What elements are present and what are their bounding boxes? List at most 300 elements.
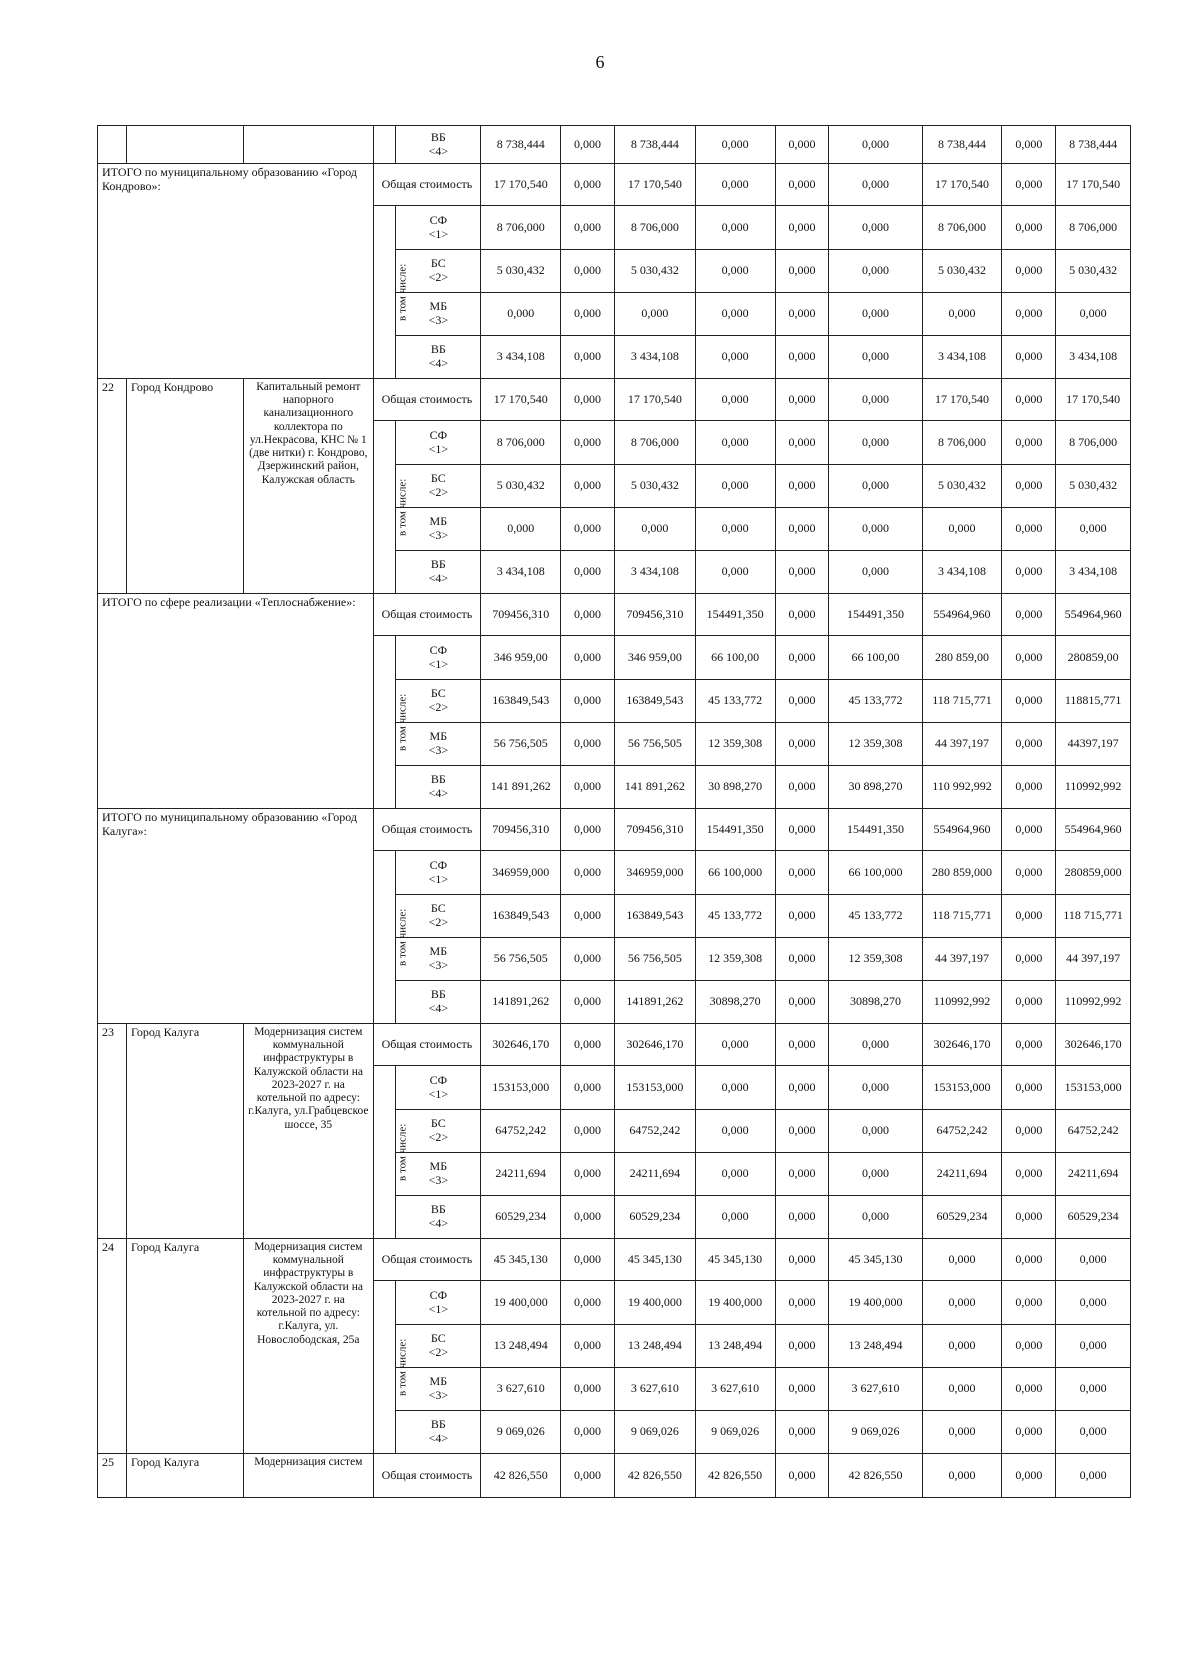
value-cell: 118815,771: [1056, 680, 1131, 723]
value-cell: 0,000: [695, 379, 775, 421]
value-cell: 346959,000: [481, 851, 561, 895]
value-cell: 0,000: [775, 1196, 829, 1239]
source-cell: ВБ <4>: [396, 126, 481, 164]
value-cell: 8 706,000: [614, 206, 695, 250]
value-cell: 0,000: [775, 680, 829, 723]
source-cell: Общая стоимость: [373, 594, 481, 636]
value-cell: 0,000: [1056, 508, 1131, 551]
value-cell: 8 706,000: [922, 206, 1002, 250]
value-cell: 0,000: [775, 1325, 829, 1368]
value-cell: 141 891,262: [481, 766, 561, 809]
value-cell: 0,000: [1002, 895, 1056, 938]
value-cell: 153153,000: [922, 1066, 1002, 1110]
value-cell: 141891,262: [481, 981, 561, 1024]
value-cell: 30 898,270: [829, 766, 922, 809]
value-cell: 30898,270: [829, 981, 922, 1024]
source-cell: БС <2>: [396, 1110, 481, 1153]
source-cell: Общая стоимость: [373, 1239, 481, 1281]
total-label: ИТОГО по муниципальному образованию «Город Калуга»:: [98, 809, 374, 1024]
source-cell: ВБ <4>: [396, 1196, 481, 1239]
breakdown-label-text: в том числе:: [395, 693, 408, 752]
value-cell: 0,000: [695, 508, 775, 551]
value-cell: 0,000: [561, 508, 615, 551]
value-cell: 0,000: [1002, 680, 1056, 723]
value-cell: 163849,543: [481, 895, 561, 938]
value-cell: 24211,694: [922, 1153, 1002, 1196]
value-cell: 3 434,108: [922, 551, 1002, 594]
object-description: Капитальный ремонт напорного канализационного коллектора по ул.Некрасова, КНС № 1 (две нитки) г. Кондрово, Дзержинский район, Калужская область: [244, 379, 374, 594]
value-cell: 64752,242: [922, 1110, 1002, 1153]
object-description: Модернизация систем коммунальной инфраструктуры в Калужской области на 2023-2027 г. на котельной по адресу: г.Калуга, ул. Новослободская, 25а: [244, 1239, 374, 1454]
value-cell: 5 030,432: [481, 250, 561, 293]
value-cell: 153153,000: [481, 1066, 561, 1110]
value-cell: 0,000: [775, 293, 829, 336]
value-cell: 0,000: [561, 250, 615, 293]
value-cell: 0,000: [829, 126, 922, 164]
value-cell: 17 170,540: [614, 379, 695, 421]
value-cell: 8 738,444: [1056, 126, 1131, 164]
value-cell: 45 133,772: [695, 895, 775, 938]
value-cell: 0,000: [561, 126, 615, 164]
breakdown-label-text: в том числе:: [395, 1338, 408, 1397]
value-cell: 0,000: [775, 1024, 829, 1066]
municipality-name: Город Калуга: [127, 1239, 244, 1454]
value-cell: 0,000: [775, 551, 829, 594]
value-cell: 13 248,494: [614, 1325, 695, 1368]
value-cell: 0,000: [614, 293, 695, 336]
value-cell: 44 397,197: [1056, 938, 1131, 981]
value-cell: 709456,310: [614, 809, 695, 851]
value-cell: 110992,992: [1056, 766, 1131, 809]
value-cell: 0,000: [561, 379, 615, 421]
value-cell: 0,000: [1002, 508, 1056, 551]
value-cell: 0,000: [561, 680, 615, 723]
value-cell: 0,000: [775, 851, 829, 895]
value-cell: 0,000: [775, 636, 829, 680]
value-cell: 0,000: [695, 164, 775, 206]
source-cell: ВБ <4>: [396, 551, 481, 594]
value-cell: 66 100,000: [829, 851, 922, 895]
value-cell: 0,000: [775, 938, 829, 981]
value-cell: 0,000: [1002, 1325, 1056, 1368]
source-cell: СФ <1>: [396, 1281, 481, 1325]
value-cell: 9 069,026: [481, 1411, 561, 1454]
value-cell: 0,000: [775, 164, 829, 206]
source-cell: Общая стоимость: [373, 1454, 481, 1498]
value-cell: 45 345,130: [614, 1239, 695, 1281]
value-cell: 0,000: [1002, 981, 1056, 1024]
value-cell: 3 434,108: [481, 336, 561, 379]
value-cell: 5 030,432: [922, 465, 1002, 508]
value-cell: 141 891,262: [614, 766, 695, 809]
value-cell: 45 345,130: [695, 1239, 775, 1281]
breakdown-label-text: в том числе:: [395, 263, 408, 322]
value-cell: 0,000: [561, 895, 615, 938]
value-cell: 17 170,540: [1056, 379, 1131, 421]
value-cell: 153153,000: [614, 1066, 695, 1110]
value-cell: 280 859,000: [922, 851, 1002, 895]
value-cell: 110 992,992: [922, 766, 1002, 809]
value-cell: 0,000: [695, 465, 775, 508]
value-cell: 554964,960: [1056, 809, 1131, 851]
value-cell: 0,000: [1002, 938, 1056, 981]
value-cell: 0,000: [695, 293, 775, 336]
value-cell: 554964,960: [922, 594, 1002, 636]
value-cell: 8 706,000: [1056, 206, 1131, 250]
table-row: [98, 1454, 1131, 1498]
value-cell: 153153,000: [1056, 1066, 1131, 1110]
value-cell: 0,000: [1002, 809, 1056, 851]
source-cell: СФ <1>: [396, 636, 481, 680]
breakdown-label: [373, 636, 408, 809]
value-cell: 0,000: [775, 465, 829, 508]
value-cell: 0,000: [1002, 1454, 1056, 1498]
table-row: [98, 126, 1131, 164]
value-cell: 163849,543: [481, 680, 561, 723]
value-cell: 554964,960: [922, 809, 1002, 851]
value-cell: 0,000: [695, 421, 775, 465]
value-cell: 60529,234: [614, 1196, 695, 1239]
value-cell: 0,000: [922, 1368, 1002, 1411]
value-cell: 5 030,432: [1056, 250, 1131, 293]
value-cell: 56 756,505: [614, 938, 695, 981]
source-cell: БС <2>: [396, 465, 481, 508]
value-cell: 66 100,00: [695, 636, 775, 680]
value-cell: 42 826,550: [614, 1454, 695, 1498]
value-cell: 0,000: [561, 594, 615, 636]
source-cell: МБ <3>: [396, 938, 481, 981]
value-cell: 17 170,540: [481, 164, 561, 206]
object-description: Модернизация систем: [244, 1454, 374, 1498]
table-row: [98, 379, 1131, 421]
value-cell: 0,000: [561, 551, 615, 594]
value-cell: 0,000: [829, 164, 922, 206]
value-cell: 0,000: [481, 508, 561, 551]
value-cell: 5 030,432: [922, 250, 1002, 293]
value-cell: 8 706,000: [1056, 421, 1131, 465]
value-cell: 554964,960: [1056, 594, 1131, 636]
source-cell: ВБ <4>: [396, 981, 481, 1024]
value-cell: 0,000: [1002, 551, 1056, 594]
value-cell: 0,000: [561, 1454, 615, 1498]
value-cell: 0,000: [922, 1281, 1002, 1325]
value-cell: 0,000: [775, 1368, 829, 1411]
value-cell: 154491,350: [829, 594, 922, 636]
value-cell: 0,000: [775, 809, 829, 851]
value-cell: 17 170,540: [922, 164, 1002, 206]
source-cell: МБ <3>: [396, 293, 481, 336]
value-cell: 0,000: [829, 465, 922, 508]
value-cell: 0,000: [695, 336, 775, 379]
value-cell: 0,000: [775, 1110, 829, 1153]
value-cell: 0,000: [829, 551, 922, 594]
value-cell: 0,000: [1056, 1368, 1131, 1411]
value-cell: 0,000: [561, 981, 615, 1024]
breakdown-label-text: в том числе:: [395, 1123, 408, 1182]
value-cell: 8 738,444: [614, 126, 695, 164]
value-cell: 12 359,308: [829, 938, 922, 981]
object-description: Модернизация систем коммунальной инфраструктуры в Калужской области на 2023-2027 г. на котельной по адресу: г.Калуга, ул.Грабцевское шоссе, 35: [244, 1024, 374, 1239]
table-row: [98, 594, 1131, 636]
municipality-name: Город Калуга: [127, 1454, 244, 1498]
table-row: [98, 164, 1131, 206]
source-cell: ВБ <4>: [396, 1411, 481, 1454]
source-cell: Общая стоимость: [373, 164, 481, 206]
value-cell: 8 706,000: [614, 421, 695, 465]
breakdown-label-text: в том числе:: [395, 478, 408, 537]
value-cell: 0,000: [561, 766, 615, 809]
value-cell: 0,000: [922, 508, 1002, 551]
value-cell: 3 434,108: [1056, 336, 1131, 379]
value-cell: 0,000: [695, 1196, 775, 1239]
value-cell: 0,000: [829, 508, 922, 551]
value-cell: 0,000: [829, 1110, 922, 1153]
source-cell: МБ <3>: [396, 723, 481, 766]
value-cell: 346 959,00: [614, 636, 695, 680]
value-cell: 3 627,610: [695, 1368, 775, 1411]
value-cell: 66 100,000: [695, 851, 775, 895]
value-cell: 60529,234: [922, 1196, 1002, 1239]
value-cell: 0,000: [1002, 851, 1056, 895]
value-cell: 24211,694: [1056, 1153, 1131, 1196]
value-cell: 5 030,432: [614, 465, 695, 508]
value-cell: 154491,350: [695, 809, 775, 851]
value-cell: 0,000: [561, 293, 615, 336]
source-cell: МБ <3>: [396, 1153, 481, 1196]
value-cell: 9 069,026: [614, 1411, 695, 1454]
value-cell: 0,000: [561, 851, 615, 895]
value-cell: 17 170,540: [1056, 164, 1131, 206]
value-cell: 346 959,00: [481, 636, 561, 680]
value-cell: 302646,170: [922, 1024, 1002, 1066]
value-cell: 302646,170: [1056, 1024, 1131, 1066]
value-cell: 0,000: [561, 206, 615, 250]
value-cell: 44 397,197: [922, 723, 1002, 766]
value-cell: 0,000: [775, 508, 829, 551]
table-row: [98, 809, 1131, 851]
breakdown-cell: [373, 126, 396, 164]
value-cell: 3 627,610: [614, 1368, 695, 1411]
total-label: ИТОГО по муниципальному образованию «Город Кондрово»:: [98, 164, 374, 379]
value-cell: 0,000: [561, 1281, 615, 1325]
value-cell: 0,000: [1002, 465, 1056, 508]
value-cell: 280859,000: [1056, 851, 1131, 895]
value-cell: 3 434,108: [922, 336, 1002, 379]
budget-table: [97, 125, 1131, 1498]
source-cell: СФ <1>: [396, 1066, 481, 1110]
value-cell: 8 706,000: [481, 206, 561, 250]
value-cell: 0,000: [775, 594, 829, 636]
value-cell: 45 345,130: [481, 1239, 561, 1281]
value-cell: 5 030,432: [481, 465, 561, 508]
value-cell: 0,000: [695, 1110, 775, 1153]
item-number: 23: [98, 1024, 127, 1239]
value-cell: 17 170,540: [922, 379, 1002, 421]
total-label: ИТОГО по сфере реализации «Теплоснабжение»:: [98, 594, 374, 809]
value-cell: 0,000: [775, 1153, 829, 1196]
value-cell: 0,000: [922, 1411, 1002, 1454]
value-cell: 60529,234: [481, 1196, 561, 1239]
value-cell: 0,000: [829, 1066, 922, 1110]
value-cell: 0,000: [1056, 1411, 1131, 1454]
value-cell: 302646,170: [481, 1024, 561, 1066]
value-cell: 0,000: [829, 1196, 922, 1239]
value-cell: 0,000: [775, 206, 829, 250]
value-cell: 5 030,432: [1056, 465, 1131, 508]
value-cell: 8 706,000: [922, 421, 1002, 465]
num-cell: [98, 126, 127, 164]
value-cell: 0,000: [561, 164, 615, 206]
value-cell: 30 898,270: [695, 766, 775, 809]
municipality-name: Город Кондрово: [127, 379, 244, 594]
value-cell: 44 397,197: [922, 938, 1002, 981]
value-cell: 42 826,550: [481, 1454, 561, 1498]
value-cell: 0,000: [561, 636, 615, 680]
value-cell: 3 434,108: [481, 551, 561, 594]
value-cell: 0,000: [775, 1454, 829, 1498]
value-cell: 0,000: [1002, 1024, 1056, 1066]
value-cell: 110992,992: [1056, 981, 1131, 1024]
value-cell: 0,000: [1002, 1411, 1056, 1454]
value-cell: 302646,170: [614, 1024, 695, 1066]
value-cell: 19 400,000: [695, 1281, 775, 1325]
value-cell: 12 359,308: [695, 938, 775, 981]
value-cell: 0,000: [561, 1368, 615, 1411]
source-cell: БС <2>: [396, 895, 481, 938]
value-cell: 0,000: [561, 1066, 615, 1110]
value-cell: 0,000: [1002, 164, 1056, 206]
value-cell: 0,000: [775, 981, 829, 1024]
value-cell: 0,000: [561, 1239, 615, 1281]
value-cell: 709456,310: [481, 809, 561, 851]
value-cell: 141891,262: [614, 981, 695, 1024]
value-cell: 17 170,540: [614, 164, 695, 206]
value-cell: 0,000: [1056, 1454, 1131, 1498]
value-cell: 64752,242: [1056, 1110, 1131, 1153]
value-cell: 66 100,00: [829, 636, 922, 680]
breakdown-label: [373, 421, 408, 594]
breakdown-label: [373, 851, 408, 1024]
value-cell: 30898,270: [695, 981, 775, 1024]
municipality-cell: [127, 126, 244, 164]
value-cell: 0,000: [695, 206, 775, 250]
value-cell: 0,000: [1002, 1110, 1056, 1153]
value-cell: 45 133,772: [829, 895, 922, 938]
value-cell: 163849,543: [614, 895, 695, 938]
value-cell: 5 030,432: [614, 250, 695, 293]
value-cell: 0,000: [922, 1325, 1002, 1368]
item-number: 22: [98, 379, 127, 594]
value-cell: 19 400,000: [614, 1281, 695, 1325]
table-row: [98, 1239, 1131, 1281]
value-cell: 0,000: [561, 1196, 615, 1239]
value-cell: 0,000: [695, 1024, 775, 1066]
source-cell: СФ <1>: [396, 206, 481, 250]
value-cell: 118 715,771: [922, 680, 1002, 723]
value-cell: 60529,234: [1056, 1196, 1131, 1239]
value-cell: 0,000: [1002, 379, 1056, 421]
value-cell: 0,000: [614, 508, 695, 551]
value-cell: 24211,694: [481, 1153, 561, 1196]
value-cell: 42 826,550: [829, 1454, 922, 1498]
source-cell: СФ <1>: [396, 851, 481, 895]
value-cell: 45 133,772: [695, 680, 775, 723]
value-cell: 45 133,772: [829, 680, 922, 723]
value-cell: 0,000: [561, 1024, 615, 1066]
value-cell: 0,000: [829, 421, 922, 465]
page-number: 6: [595, 52, 605, 72]
value-cell: 0,000: [775, 1281, 829, 1325]
value-cell: 64752,242: [481, 1110, 561, 1153]
value-cell: 9 069,026: [695, 1411, 775, 1454]
value-cell: 0,000: [1002, 421, 1056, 465]
value-cell: 0,000: [775, 723, 829, 766]
value-cell: 709456,310: [481, 594, 561, 636]
breakdown-label-text: в том числе:: [395, 908, 408, 967]
value-cell: 13 248,494: [481, 1325, 561, 1368]
item-number: 25: [98, 1454, 127, 1498]
breakdown-label: [373, 1066, 408, 1239]
value-cell: 0,000: [695, 1066, 775, 1110]
value-cell: 0,000: [922, 1239, 1002, 1281]
value-cell: 0,000: [775, 895, 829, 938]
value-cell: 154491,350: [829, 809, 922, 851]
value-cell: 0,000: [561, 1110, 615, 1153]
value-cell: 3 434,108: [614, 336, 695, 379]
value-cell: 0,000: [561, 465, 615, 508]
value-cell: 3 434,108: [1056, 551, 1131, 594]
value-cell: 0,000: [1002, 1281, 1056, 1325]
value-cell: 0,000: [829, 1153, 922, 1196]
value-cell: 0,000: [1002, 636, 1056, 680]
value-cell: 12 359,308: [829, 723, 922, 766]
value-cell: 0,000: [775, 379, 829, 421]
source-cell: Общая стоимость: [373, 809, 481, 851]
source-cell: СФ <1>: [396, 421, 481, 465]
value-cell: 0,000: [1002, 1153, 1056, 1196]
value-cell: 0,000: [1002, 594, 1056, 636]
value-cell: 0,000: [1002, 1368, 1056, 1411]
source-cell: БС <2>: [396, 1325, 481, 1368]
value-cell: 0,000: [775, 421, 829, 465]
value-cell: 0,000: [561, 809, 615, 851]
value-cell: 0,000: [1002, 293, 1056, 336]
value-cell: 0,000: [775, 126, 829, 164]
value-cell: 3 627,610: [481, 1368, 561, 1411]
value-cell: 0,000: [561, 938, 615, 981]
value-cell: 44397,197: [1056, 723, 1131, 766]
value-cell: 0,000: [775, 336, 829, 379]
value-cell: 110992,992: [922, 981, 1002, 1024]
value-cell: 0,000: [695, 551, 775, 594]
value-cell: 280 859,00: [922, 636, 1002, 680]
value-cell: 19 400,000: [481, 1281, 561, 1325]
object-cell: [244, 126, 374, 164]
value-cell: 0,000: [1002, 336, 1056, 379]
value-cell: 0,000: [922, 293, 1002, 336]
source-cell: ВБ <4>: [396, 766, 481, 809]
breakdown-label: [373, 206, 408, 379]
value-cell: 0,000: [561, 723, 615, 766]
value-cell: 17 170,540: [481, 379, 561, 421]
value-cell: 0,000: [1002, 766, 1056, 809]
value-cell: 0,000: [561, 336, 615, 379]
value-cell: 118 715,771: [1056, 895, 1131, 938]
value-cell: 0,000: [695, 126, 775, 164]
source-cell: ВБ <4>: [396, 336, 481, 379]
value-cell: 118 715,771: [922, 895, 1002, 938]
value-cell: 0,000: [1056, 1325, 1131, 1368]
